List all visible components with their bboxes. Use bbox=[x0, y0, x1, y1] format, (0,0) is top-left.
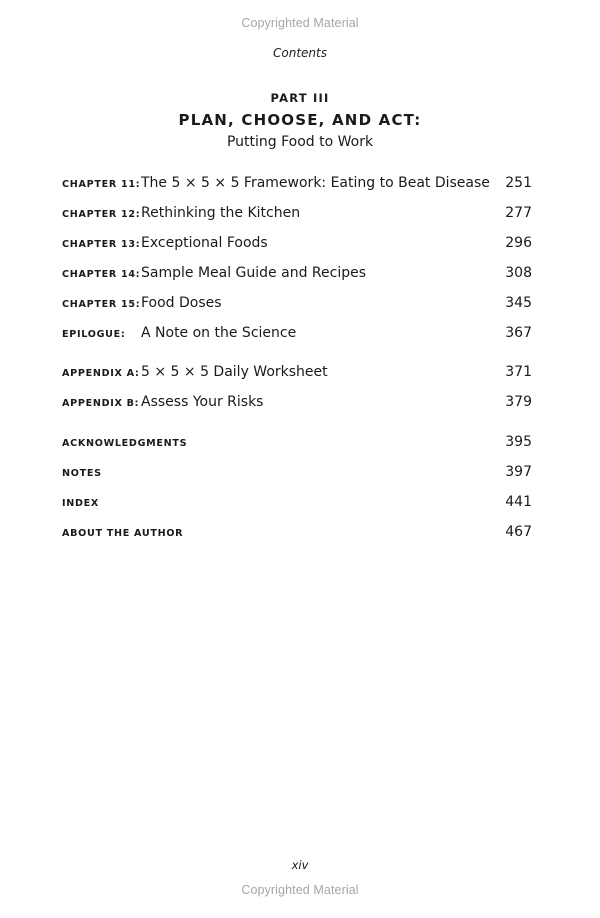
part-label: PART III bbox=[270, 91, 330, 105]
toc-entry-page: 371 bbox=[505, 364, 532, 380]
toc-entry-label: CHAPTER 15: bbox=[62, 299, 141, 310]
toc-entry-page: 467 bbox=[505, 524, 532, 540]
toc-entry-page: 379 bbox=[505, 394, 532, 410]
toc-entry-page: 441 bbox=[505, 494, 532, 510]
toc-entry-label: CHAPTER 12: bbox=[62, 209, 141, 220]
toc-entry-label: ABOUT THE AUTHOR bbox=[62, 528, 184, 539]
toc-entry-label: CHAPTER 13: bbox=[62, 239, 141, 250]
toc-entry-chapter-15 bbox=[62, 295, 532, 317]
toc-entry-epilogue bbox=[62, 325, 532, 347]
toc-entry-chapter-14 bbox=[62, 265, 532, 287]
toc-entry-page: 308 bbox=[505, 265, 532, 281]
part-subtitle: Putting Food to Work bbox=[226, 134, 374, 150]
toc-entry-page: 251 bbox=[505, 175, 532, 191]
toc-entry-about-the-author bbox=[62, 524, 532, 546]
toc-entry-page: 395 bbox=[505, 434, 532, 450]
toc-entry-page: 296 bbox=[505, 235, 532, 251]
toc-entry-title: The 5 × 5 × 5 Framework: Eating to Beat Disease bbox=[141, 175, 490, 191]
toc-entry-page: 397 bbox=[505, 464, 532, 480]
toc-entry-label: APPENDIX A: bbox=[62, 368, 140, 379]
toc-entry-title: Rethinking the Kitchen bbox=[141, 205, 301, 221]
toc-entry-title: Sample Meal Guide and Recipes bbox=[141, 265, 366, 281]
toc-entry-title: Food Doses bbox=[141, 295, 222, 311]
toc-entry-title: Exceptional Foods bbox=[141, 235, 268, 251]
part-title: PLAN, CHOOSE, AND ACT: bbox=[178, 111, 422, 129]
page-number: xiv bbox=[291, 858, 309, 872]
toc-entry-title: 5 × 5 × 5 Daily Worksheet bbox=[141, 364, 328, 380]
toc-entry-page: 277 bbox=[505, 205, 532, 221]
toc-entry-label: CHAPTER 14: bbox=[62, 269, 141, 280]
running-head: Contents bbox=[273, 46, 327, 60]
toc-entry-chapter-11 bbox=[62, 175, 532, 197]
toc-entry-title: Assess Your Risks bbox=[141, 394, 264, 410]
toc-entry-label: INDEX bbox=[62, 498, 100, 509]
toc-entry-label: EPILOGUE: bbox=[62, 329, 126, 340]
toc-entry-page: 345 bbox=[505, 295, 532, 311]
copyright-watermark-top: Copyrighted Material bbox=[241, 16, 359, 30]
toc-entry-notes bbox=[62, 464, 532, 486]
toc-entry-label: NOTES bbox=[62, 468, 102, 479]
toc-entry-title: A Note on the Science bbox=[141, 325, 297, 341]
toc-entry-label: ACKNOWLEDGMENTS bbox=[62, 438, 188, 449]
toc-entry-appendix-a bbox=[62, 364, 532, 386]
toc-entry-label: APPENDIX B: bbox=[62, 398, 140, 409]
toc-entry-page: 367 bbox=[505, 325, 532, 341]
copyright-watermark-bottom: Copyrighted Material bbox=[241, 883, 359, 897]
toc-entry-acknowledgments bbox=[62, 434, 532, 456]
toc-entry-appendix-b bbox=[62, 394, 532, 416]
toc-entry-chapter-13 bbox=[62, 235, 532, 257]
toc-entry-index bbox=[62, 494, 532, 516]
toc-entry-label: CHAPTER 11: bbox=[62, 179, 141, 190]
toc-entry-chapter-12 bbox=[62, 205, 532, 227]
